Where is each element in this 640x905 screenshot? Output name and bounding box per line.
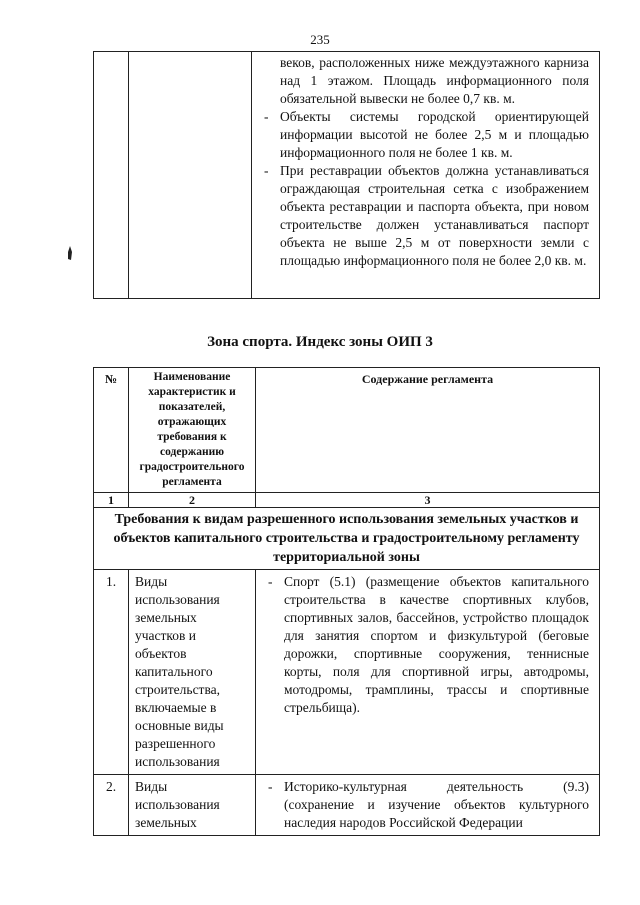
continued-num-cell (94, 52, 129, 299)
row-number: 2. (94, 775, 129, 836)
list-item: веков, расположенных ниже междуэтажного карниза над 1 этажом. Площадь информационного поля обязательной вывески не более 0,7 кв. м. (280, 55, 589, 106)
row-name: Виды использования земельных (129, 775, 256, 836)
section-heading: Требования к видам разрешенного использования земельных участков и объектов капитального строительства и градостроительному регламенту территориальной зоны (94, 508, 600, 570)
table-row (94, 570, 600, 775)
index-cell: 2 (129, 493, 256, 508)
header-row (94, 368, 600, 493)
header-name: Наименование характеристик и показателей, отражающих требования к содержанию градостроительного регламента (129, 368, 256, 493)
continued-content-cell (252, 52, 600, 299)
index-row (94, 493, 600, 508)
row-number: 1. (94, 570, 129, 775)
page-number: 235 (310, 32, 330, 47)
continued-name-cell (129, 52, 252, 299)
list-item: - Объекты системы городской ориентирующей информации высотой не более 2,5 м и площадью информационного поля не более 1 кв. м. (260, 108, 589, 162)
index-cell: 1 (94, 493, 129, 508)
row-content (256, 570, 600, 775)
list-item: - Историко-культурная деятельность (9.3) (сохранение и изучение объектов культурного наследия народов Российской Федерации (264, 778, 589, 832)
table-row (94, 775, 600, 836)
continued-table (93, 51, 600, 299)
header-num: № (94, 368, 129, 493)
margin-mark (67, 246, 73, 260)
header-content: Содержание регламента (256, 368, 600, 493)
row-name: Виды использования земельных участков и объектов капитального строительства, включаемые в основные виды разрешенного использования (129, 570, 256, 775)
zone-title: Зона спорта. Индекс зоны ОИП 3 (207, 334, 433, 350)
section-row (94, 508, 600, 570)
regulation-table (93, 367, 600, 836)
list-item: - При реставрации объектов должна устанавливаться ограждающая строительная сетка с изображением объекта реставрации и паспорта объекта, при новом строительстве должен устанавливаться паспорт объекта не выше 2,5 м от поверхности земли с площадью информационного поля не более 2,0 кв. м. (260, 162, 589, 270)
index-cell: 3 (256, 493, 600, 508)
row-content (256, 775, 600, 836)
list-item: - Спорт (5.1) (размещение объектов капитального строительства в качестве спортивных клубов, спортивных залов, бассейнов, устройство площадок для занятия спортом и физкультурой (беговые дорожки, спортивные сооружения, теннисные корты, поля для спортивной игры, автодромы, мотодромы, трамплины, трассы и спортивные стрельбища). (264, 573, 589, 717)
